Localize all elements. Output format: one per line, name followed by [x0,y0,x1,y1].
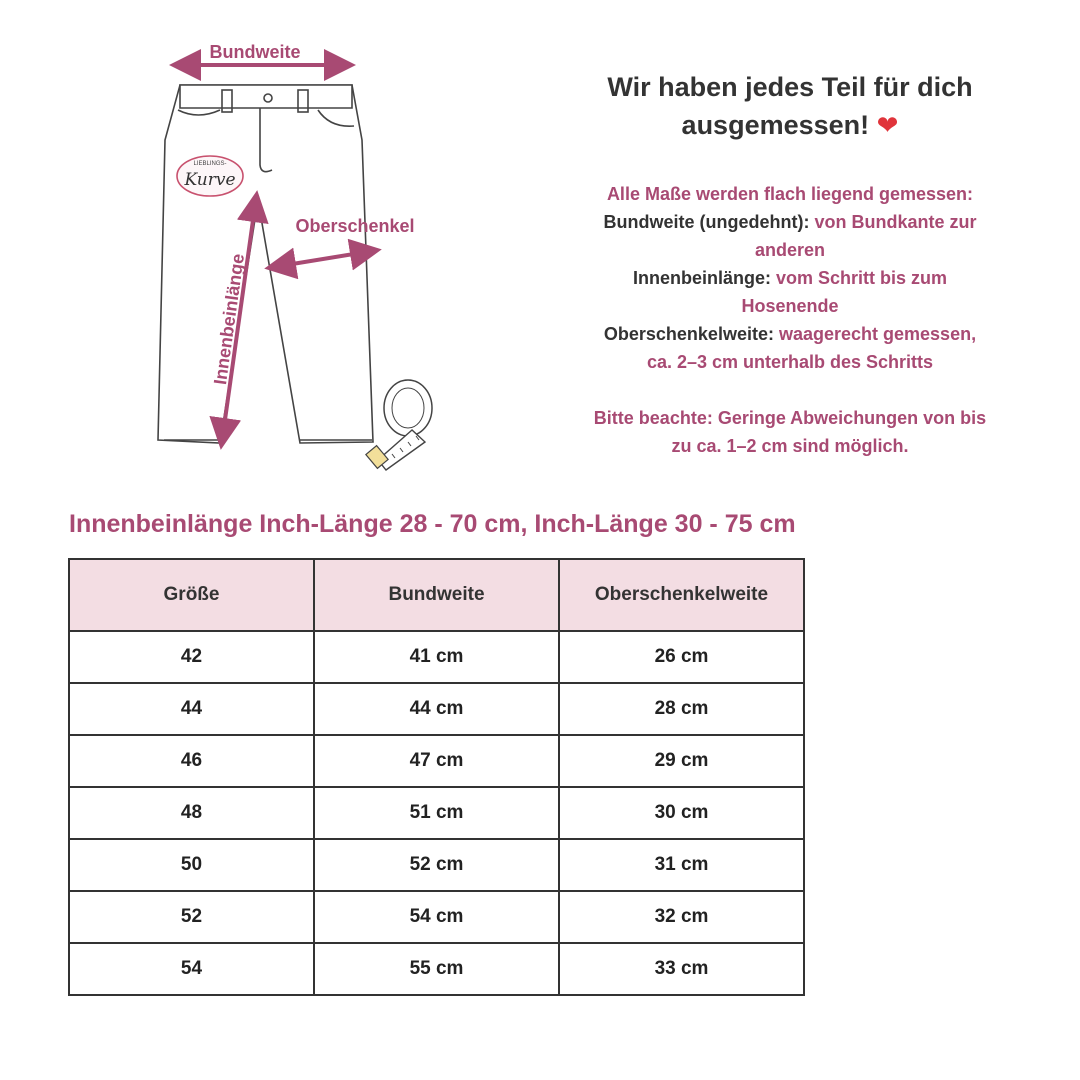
info-innenbein [570,264,1010,292]
innenbein-description: vom Schritt bis zum [776,268,948,288]
oberschenkelweite-cell: 30 cm [559,787,804,839]
table-row [69,631,804,683]
svg-text:LIEBLINGS-: LIEBLINGS- [193,161,227,167]
header-groesse: Größe [69,559,314,631]
bundweite-cell: 52 cm [314,839,559,891]
size-cell: 46 [69,735,314,787]
oberschenkel-label: Oberschenkel [295,216,415,236]
innenbein-description-cont: Hosenende [741,296,839,316]
heart-icon: ❤ [876,110,899,140]
oberschenkel-description-cont: ca. 2–3 cm unterhalb des Schritts [646,352,934,372]
bundweite-cell: 41 cm [314,631,559,683]
oberschenkelweite-cell: 29 cm [559,735,804,787]
info-bundweite [570,208,1010,236]
bundweite-description-cont: anderen [754,240,826,260]
inseam-subtitle: Innenbeinlänge Inch-Länge 28 - 70 cm, Inch-Länge 30 - 75 cm [69,510,796,538]
size-cell: 44 [69,683,314,735]
table-row [69,839,804,891]
heading-line-1: Wir haben jedes Teil für dich [607,72,973,102]
innenbein-term: Innenbeinlänge: [632,268,771,288]
trousers-outline [158,85,373,443]
header-bundweite: Bundweite [314,559,559,631]
bundweite-cell: 54 cm [314,891,559,943]
trousers-illustration [140,30,460,480]
oberschenkelweite-cell: 26 cm [559,631,804,683]
bundweite-cell: 51 cm [314,787,559,839]
innenbein-label: Innenbeinlänge [209,252,249,386]
header-oberschenkelweite: Oberschenkelweite [559,559,804,631]
bundweite-cell: 47 cm [314,735,559,787]
bundweite-cell: 44 cm [314,683,559,735]
size-cell: 54 [69,943,314,995]
table-row [69,943,804,995]
oberschenkelweite-cell: 31 cm [559,839,804,891]
page-heading [580,68,1000,144]
size-cell: 50 [69,839,314,891]
heading-line-2-text: ausgemessen! [681,110,870,140]
size-cell: 42 [69,631,314,683]
oberschenkel-description: waagerecht gemessen, [778,324,977,344]
note-line-1: Bitte beachte: Geringe Abweichungen von bis [593,408,987,428]
bundweite-term: Bundweite (ungedehnt): [603,212,810,232]
table-row [69,735,804,787]
bundweite-label: Bundweite [209,42,301,62]
size-table [68,558,805,996]
size-cell: 48 [69,787,314,839]
bundweite-description: von Bundkante zur [814,212,977,232]
note-line-2: zu ca. 1–2 cm sind möglich. [671,436,909,456]
info-intro: Alle Maße werden flach liegend gemessen: [606,184,974,204]
svg-text:Kurve: Kurve [184,170,236,190]
info-oberschenkel [570,320,1010,348]
measurement-info [570,180,1010,460]
oberschenkelweite-cell: 33 cm [559,943,804,995]
size-cell: 52 [69,891,314,943]
oberschenkelweite-cell: 28 cm [559,683,804,735]
table-header-row [69,559,804,631]
oberschenkel-term: Oberschenkelweite: [603,324,774,344]
lieblingskurve-logo [177,156,243,196]
oberschenkelweite-cell: 32 cm [559,891,804,943]
bundweite-cell: 55 cm [314,943,559,995]
measuring-tape-icon [366,380,432,470]
table-row [69,891,804,943]
table-row [69,683,804,735]
heading-line-2 [580,106,1000,144]
table-row [69,787,804,839]
